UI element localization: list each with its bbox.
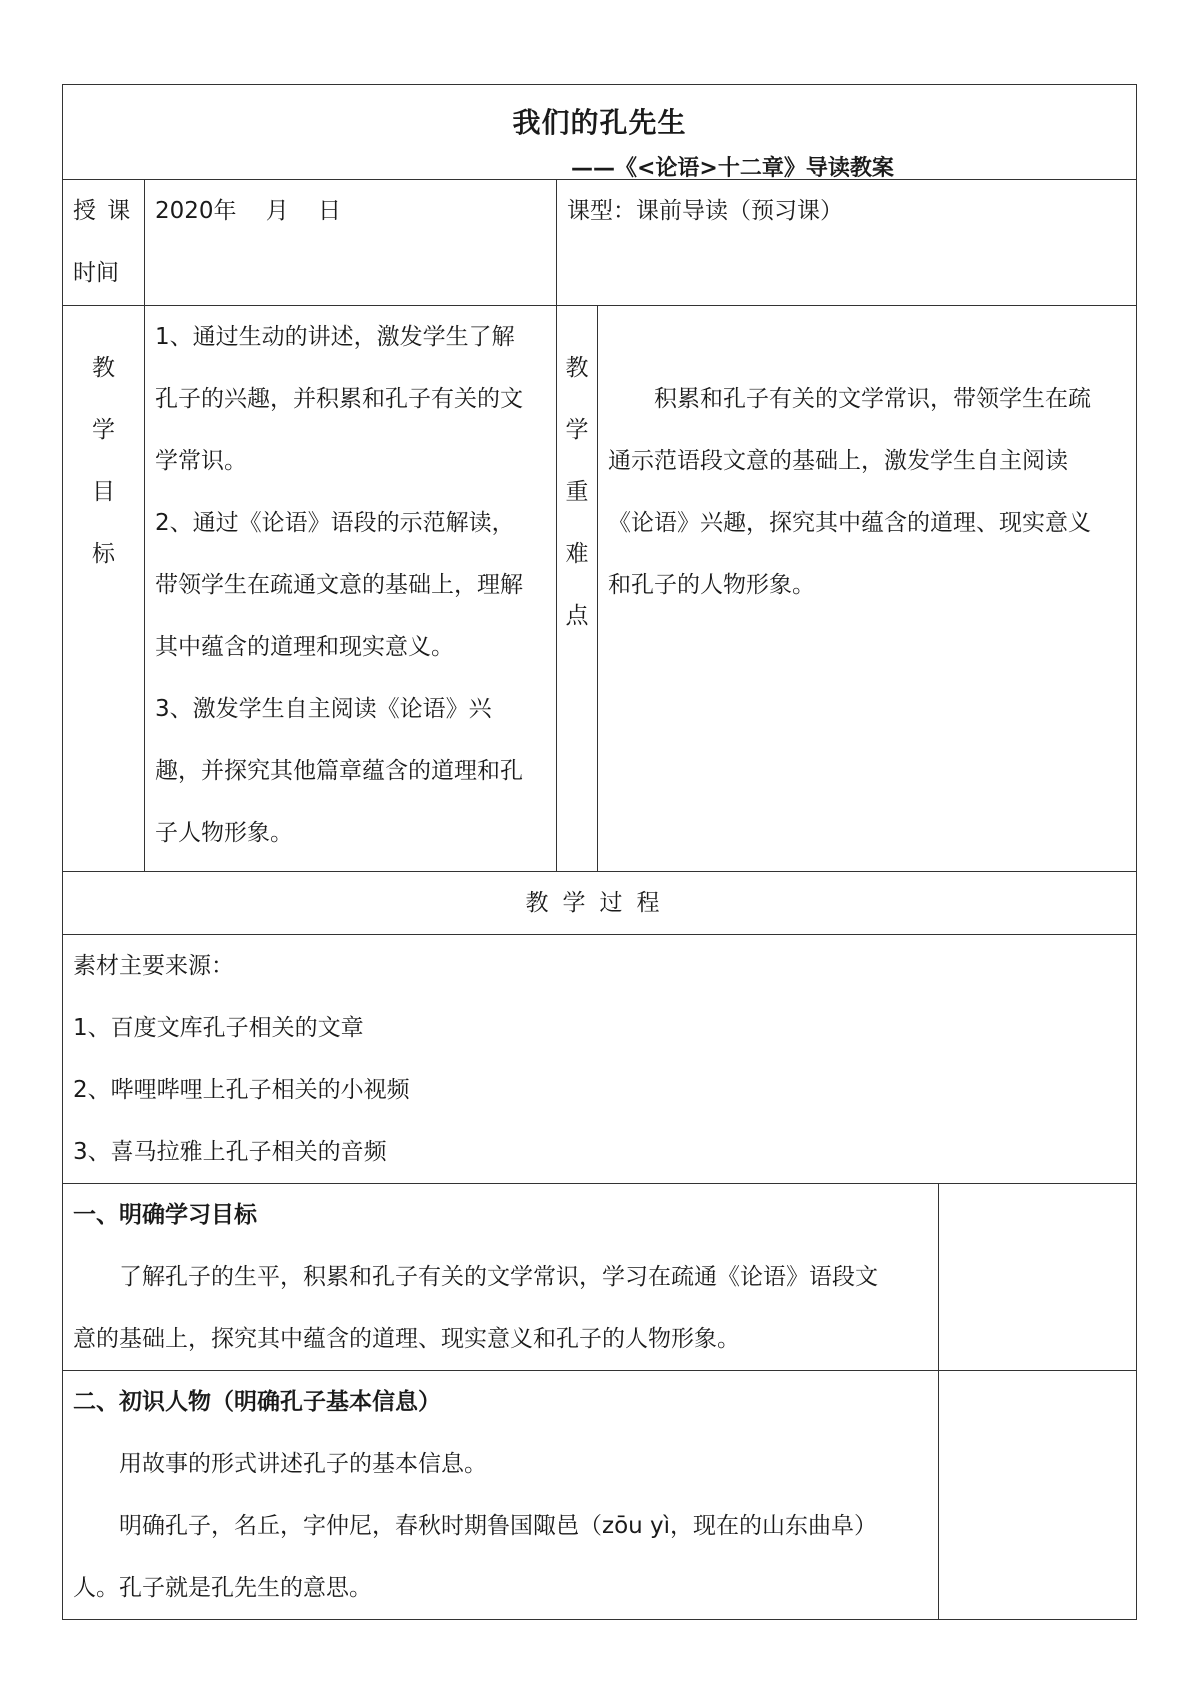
keypoints-line: 积累和孔子有关的文学常识，带领学生在疏 <box>654 386 1091 412</box>
objectives-line: 子人物形象。 <box>155 820 293 846</box>
objectives-line: 带领学生在疏通文意的基础上，理解 <box>155 572 523 598</box>
objectives-cell <box>145 306 557 872</box>
objectives-line: 学常识。 <box>155 448 247 474</box>
lesson-type: 课型：课前导读（预习课） <box>567 198 843 224</box>
materials-item: 2、哔哩哔哩上孔子相关的小视频 <box>73 1077 410 1103</box>
materials-item: 3、喜马拉雅上孔子相关的音频 <box>73 1139 387 1165</box>
objectives-line: 1、通过生动的讲述，激发学生了解 <box>155 324 515 350</box>
objectives-line: 2、通过《论语》语段的示范解读， <box>155 510 515 536</box>
keypoints-line: 通示范语段文意的基础上，激发学生自主阅读 <box>608 448 1068 474</box>
keypoints-label-char: 教 <box>565 355 589 381</box>
lesson-date: 2020年 月 日 <box>155 198 342 224</box>
section-2-cell <box>63 1371 939 1620</box>
process-heading-cell <box>63 872 1137 935</box>
materials-cell <box>63 935 1137 1184</box>
lesson-type-cell <box>557 180 1137 306</box>
materials-item: 1、百度文库孔子相关的文章 <box>73 1015 364 1041</box>
section-2-line: 明确孔子，名丘，字仲尼，春秋时期鲁国陬邑（zōu yì，现在的山东曲阜） <box>119 1513 878 1539</box>
objectives-line: 趣，并探究其他篇章蕴含的道理和孔 <box>155 758 523 784</box>
time-label-line-1: 授 课 <box>73 198 133 224</box>
section-2-line: 人。孔子就是孔先生的意思。 <box>73 1575 372 1601</box>
process-heading: 教学过程 <box>525 890 674 916</box>
date-cell <box>145 180 557 306</box>
keypoints-label-cell <box>557 306 598 872</box>
objectives-label-char: 教 <box>92 355 115 381</box>
page-title: 我们的孔先生 <box>512 106 687 139</box>
keypoints-label-char: 点 <box>565 603 589 629</box>
lesson-plan-table <box>62 84 1137 1620</box>
section-2-notes-cell <box>939 1371 1137 1620</box>
materials-heading: 素材主要来源： <box>73 953 234 979</box>
section-2-line: 用故事的形式讲述孔子的基本信息。 <box>119 1451 487 1477</box>
objectives-line: 其中蕴含的道理和现实意义。 <box>155 634 454 660</box>
objectives-label-char: 学 <box>92 417 115 443</box>
lesson-plan-document <box>62 84 1136 1620</box>
section-1-line: 了解孔子的生平，积累和孔子有关的文学常识，学习在疏通《论语》语段文 <box>119 1264 878 1290</box>
section-1-cell <box>63 1184 939 1371</box>
keypoints-line: 和孔子的人物形象。 <box>608 572 815 598</box>
keypoints-line: 《论语》兴趣，探究其中蕴含的道理、现实意义 <box>608 510 1091 536</box>
objectives-label-cell <box>63 306 145 872</box>
section-1-heading: 一、明确学习目标 <box>73 1202 257 1228</box>
objectives-label-char: 目 <box>92 479 115 505</box>
time-label-cell <box>63 180 145 306</box>
time-label-line-2: 时间 <box>73 260 119 286</box>
section-2-heading: 二、初识人物（明确孔子基本信息） <box>73 1389 441 1415</box>
title-cell <box>63 85 1137 180</box>
keypoints-label-char: 难 <box>565 541 589 567</box>
objectives-line: 孔子的兴趣，并积累和孔子有关的文 <box>155 386 523 412</box>
page-subtitle: ——《<论语>十二章》导读教案 <box>571 156 894 181</box>
objectives-line: 3、激发学生自主阅读《论语》兴 <box>155 696 492 722</box>
keypoints-label-char: 重 <box>565 479 589 505</box>
keypoints-cell <box>598 306 1137 872</box>
keypoints-label-char: 学 <box>565 417 589 443</box>
objectives-label-char: 标 <box>92 541 115 567</box>
section-1-notes-cell <box>939 1184 1137 1371</box>
section-1-line: 意的基础上，探究其中蕴含的道理、现实意义和孔子的人物形象。 <box>73 1326 740 1352</box>
